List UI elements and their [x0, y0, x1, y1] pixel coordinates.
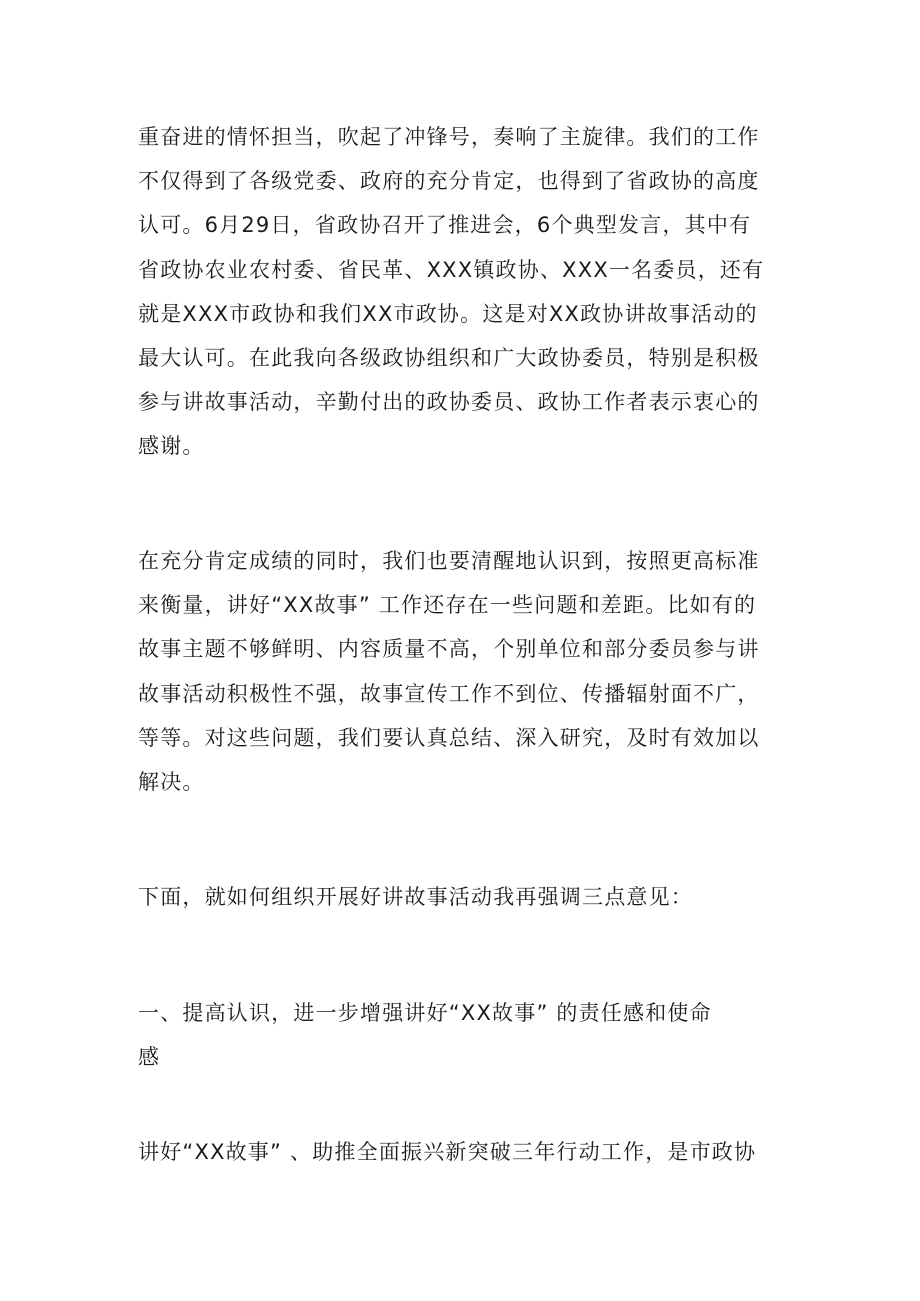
paragraph-2-line-3: 故事主题不够鲜明、内容质量不高，个别单位和部分委员参与讲 [138, 637, 760, 661]
paragraph-4-line-1: 讲好“XX故事” 、助推全面振兴新突破三年行动工作，是市政协 [138, 1140, 757, 1164]
paragraph-1-line-5: 就是XXX市政协和我们XX市政协。这是对XX政协讲故事活动的 [138, 302, 758, 326]
section-heading-line-2: 感 [138, 1045, 161, 1069]
paragraph-2-line-1: 在充分肯定成绩的同时，我们也要清醒地认识到，按照更高标准 [138, 549, 760, 573]
paragraph-1-line-4: 省政协农业农村委、省民革、XXX镇政协、XXX一名委员，还有 [138, 258, 765, 282]
paragraph-1-line-7: 参与讲故事活动，辛勤付出的政协委员、政协工作者表示衷心的 [138, 390, 760, 414]
paragraph-2-line-5: 等等。对这些问题，我们要认真总结、深入研究，及时有效加以 [138, 726, 760, 750]
paragraph-1-line-3: 认可。6月29日，省政协召开了推进会，6个典型发言，其中有 [138, 213, 752, 237]
paragraph-3-line-1: 下面，就如何组织开展好讲故事活动我再强调三点意见： [138, 885, 693, 909]
paragraph-2-line-6: 解决。 [138, 770, 205, 794]
paragraph-2-line-4: 故事活动积极性不强，故事宣传工作不到位、传播辐射面不广， [138, 682, 760, 706]
paragraph-1-line-1: 重奋进的情怀担当，吹起了冲锋号，奏响了主旋律。我们的工作 [138, 125, 760, 149]
paragraph-2-line-2: 来衡量，讲好“XX故事” 工作还存在一些问题和差距。比如有的 [138, 593, 757, 617]
paragraph-1-line-6: 最大认可。在此我向各级政协组织和广大政协委员，特别是积极 [138, 346, 760, 370]
paragraph-1-line-2: 不仅得到了各级党委、政府的充分肯定，也得到了省政协的高度 [138, 169, 760, 193]
paragraph-1-line-8: 感谢。 [138, 434, 205, 458]
section-heading-line-1: 一、提高认识，进一步增强讲好“XX故事” 的责任感和使命 [138, 1001, 712, 1025]
